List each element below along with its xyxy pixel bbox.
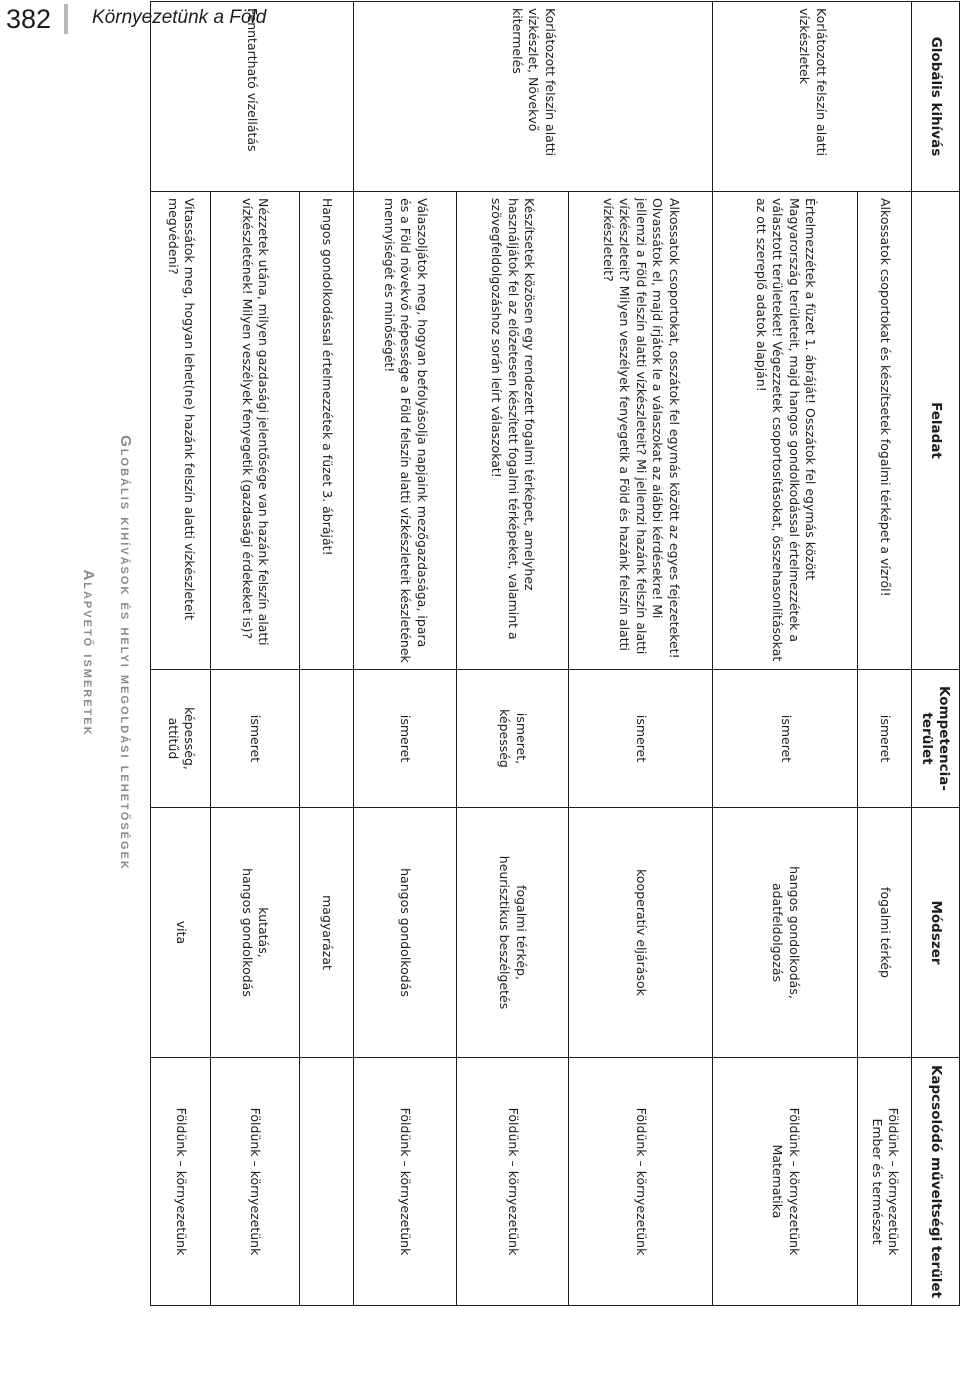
method-line: hangos gondolkodás,: [786, 866, 802, 999]
table-row: [457, 2, 569, 1306]
task-table: [150, 1, 960, 1306]
header-task: Feladat: [912, 192, 960, 670]
field-cell: [299, 1058, 353, 1306]
competence-line: képesség: [497, 709, 513, 768]
method-line: hangos gondolkodás: [239, 868, 255, 997]
header-field: Kapcsolódó műveltségi terület: [912, 1058, 960, 1306]
task-cell: Nézzetek utána, milyen gazdasági jelentősége van hazánk felszín alatti vízkészletének! Milyen veszélyek fenyegetik (gazdasági érdekeket is)?: [211, 192, 300, 670]
competence-line: attitűd: [165, 717, 181, 760]
page-number: 382: [6, 4, 52, 34]
field-cell: Földünk – környezetünk: [211, 1058, 300, 1306]
task-cell: Válaszoljátok meg, hogyan befolyásolja napjaink mezőgazdasága, ipara és a Föld növekvő népessége a Föld felszín alatti vízkészleteit készletének mennyiségét és minőségét!: [353, 192, 456, 670]
field-cell: Földünk – környezetünk: [353, 1058, 456, 1306]
field-cell: [713, 1058, 858, 1306]
header-method: Módszer: [912, 808, 960, 1058]
table-row: [299, 2, 353, 1306]
competence-cell: ismeret: [858, 670, 912, 808]
challenge-cell: Korlátozott felszín alatti vízkészlet, Növekvő kitermelés: [353, 2, 713, 192]
table-row: [151, 2, 211, 1306]
table-row: [858, 2, 912, 1306]
task-cell: Alkossatok csoportokat, osszátok fel egymás között az egyes fejezeteket! Olvassátok el, majd írjátok le a válaszokat az alábbi kérdésekre! Mi jellemzi a Föld felszín alatti vízkészleteit? Mi jellemzi hazánk felszín alatti vízkészleteit? Milyen veszélyek fenyegetik a Föld és hazánk felszín alatti vízkészleteit?: [568, 192, 713, 670]
header-competence: Kompetencia-terület: [912, 670, 960, 808]
table-row: [568, 2, 713, 1306]
method-cell: [211, 808, 300, 1058]
method-cell: [457, 808, 569, 1058]
task-cell: Készítsetek közösen egy rendezett fogalmi térképet, amelyhez használjátok fel az előzetesen készített fogalmi térképeket, valamint a szövegfeldolgozáshoz során leírt válaszokat!: [457, 192, 569, 670]
task-cell: Vitassátok meg, hogyan lehet(ne) hazánk felszín alatti vízkészleteit megvédeni?: [151, 192, 211, 670]
method-cell: [713, 808, 858, 1058]
field-cell: [858, 1058, 912, 1306]
challenge-cell: Fenntartható vízellátás: [151, 2, 354, 192]
field-line: Matematika: [770, 1144, 786, 1219]
competence-line: ismeret,: [513, 712, 529, 765]
chapter-title: Környezetünk a Föld: [92, 7, 267, 28]
field-line: Ember és természet: [869, 1118, 885, 1245]
table-row: [211, 2, 300, 1306]
field-line: Földünk – környezetünk: [886, 1107, 902, 1256]
method-line: adatfeldolgozás: [770, 882, 786, 983]
method-cell: magyarázat: [299, 808, 353, 1058]
section-subtitle: Alapvető ismeretek: [80, 569, 97, 737]
field-cell: Földünk – környezetünk: [568, 1058, 713, 1306]
competence-cell: [299, 670, 353, 808]
task-cell: Alkossatok csoportokat és készítsetek fogalmi térképet a vízről!: [858, 192, 912, 670]
method-line: kutatás,: [256, 907, 272, 958]
field-line: Földünk – környezetünk: [786, 1107, 802, 1256]
section-titles: [78, 1, 135, 1305]
method-cell: kooperatív eljárások: [568, 808, 713, 1058]
competence-cell: ismeret: [353, 670, 456, 808]
competence-cell: ismeret: [713, 670, 858, 808]
table-row: [713, 2, 858, 1306]
challenge-cell: Korlátozott felszín alatti vízkészletek: [713, 2, 912, 192]
task-cell: Hangos gondolkodással értelmezzétek a füzet 3. ábráját!: [299, 192, 353, 670]
competence-cell: ismeret: [211, 670, 300, 808]
header-challenge: Globális kihívás: [912, 2, 960, 192]
competence-cell: ismeret: [568, 670, 713, 808]
task-cell: Értelmezzétek a füzet 1. ábráját! Osszátok fel egymás között Magyarország területeit, majd hangos gondolkodással értelmezzétek a választott területeket! Végezzetek csoportosításokat, összehasonlításokat az ott szereplő adatok alapján!: [713, 192, 858, 670]
method-cell: fogalmi térkép: [858, 808, 912, 1058]
competence-line: képesség,: [182, 707, 198, 770]
method-line: fogalmi térkép,: [513, 885, 529, 980]
method-cell: vita: [151, 808, 211, 1058]
competence-cell: [457, 670, 569, 808]
method-cell: hangos gondolkodás: [353, 808, 456, 1058]
method-line: heurisztikus beszélgetés: [497, 855, 513, 1010]
field-cell: Földünk – környezetünk: [151, 1058, 211, 1306]
table-header-row: [912, 2, 960, 1306]
section-title: Globális kihívások és helyi megoldási lehetőségek: [117, 435, 134, 871]
table-row: [353, 2, 456, 1306]
field-cell: Földünk – környezetünk: [457, 1058, 569, 1306]
competence-cell: [151, 670, 211, 808]
